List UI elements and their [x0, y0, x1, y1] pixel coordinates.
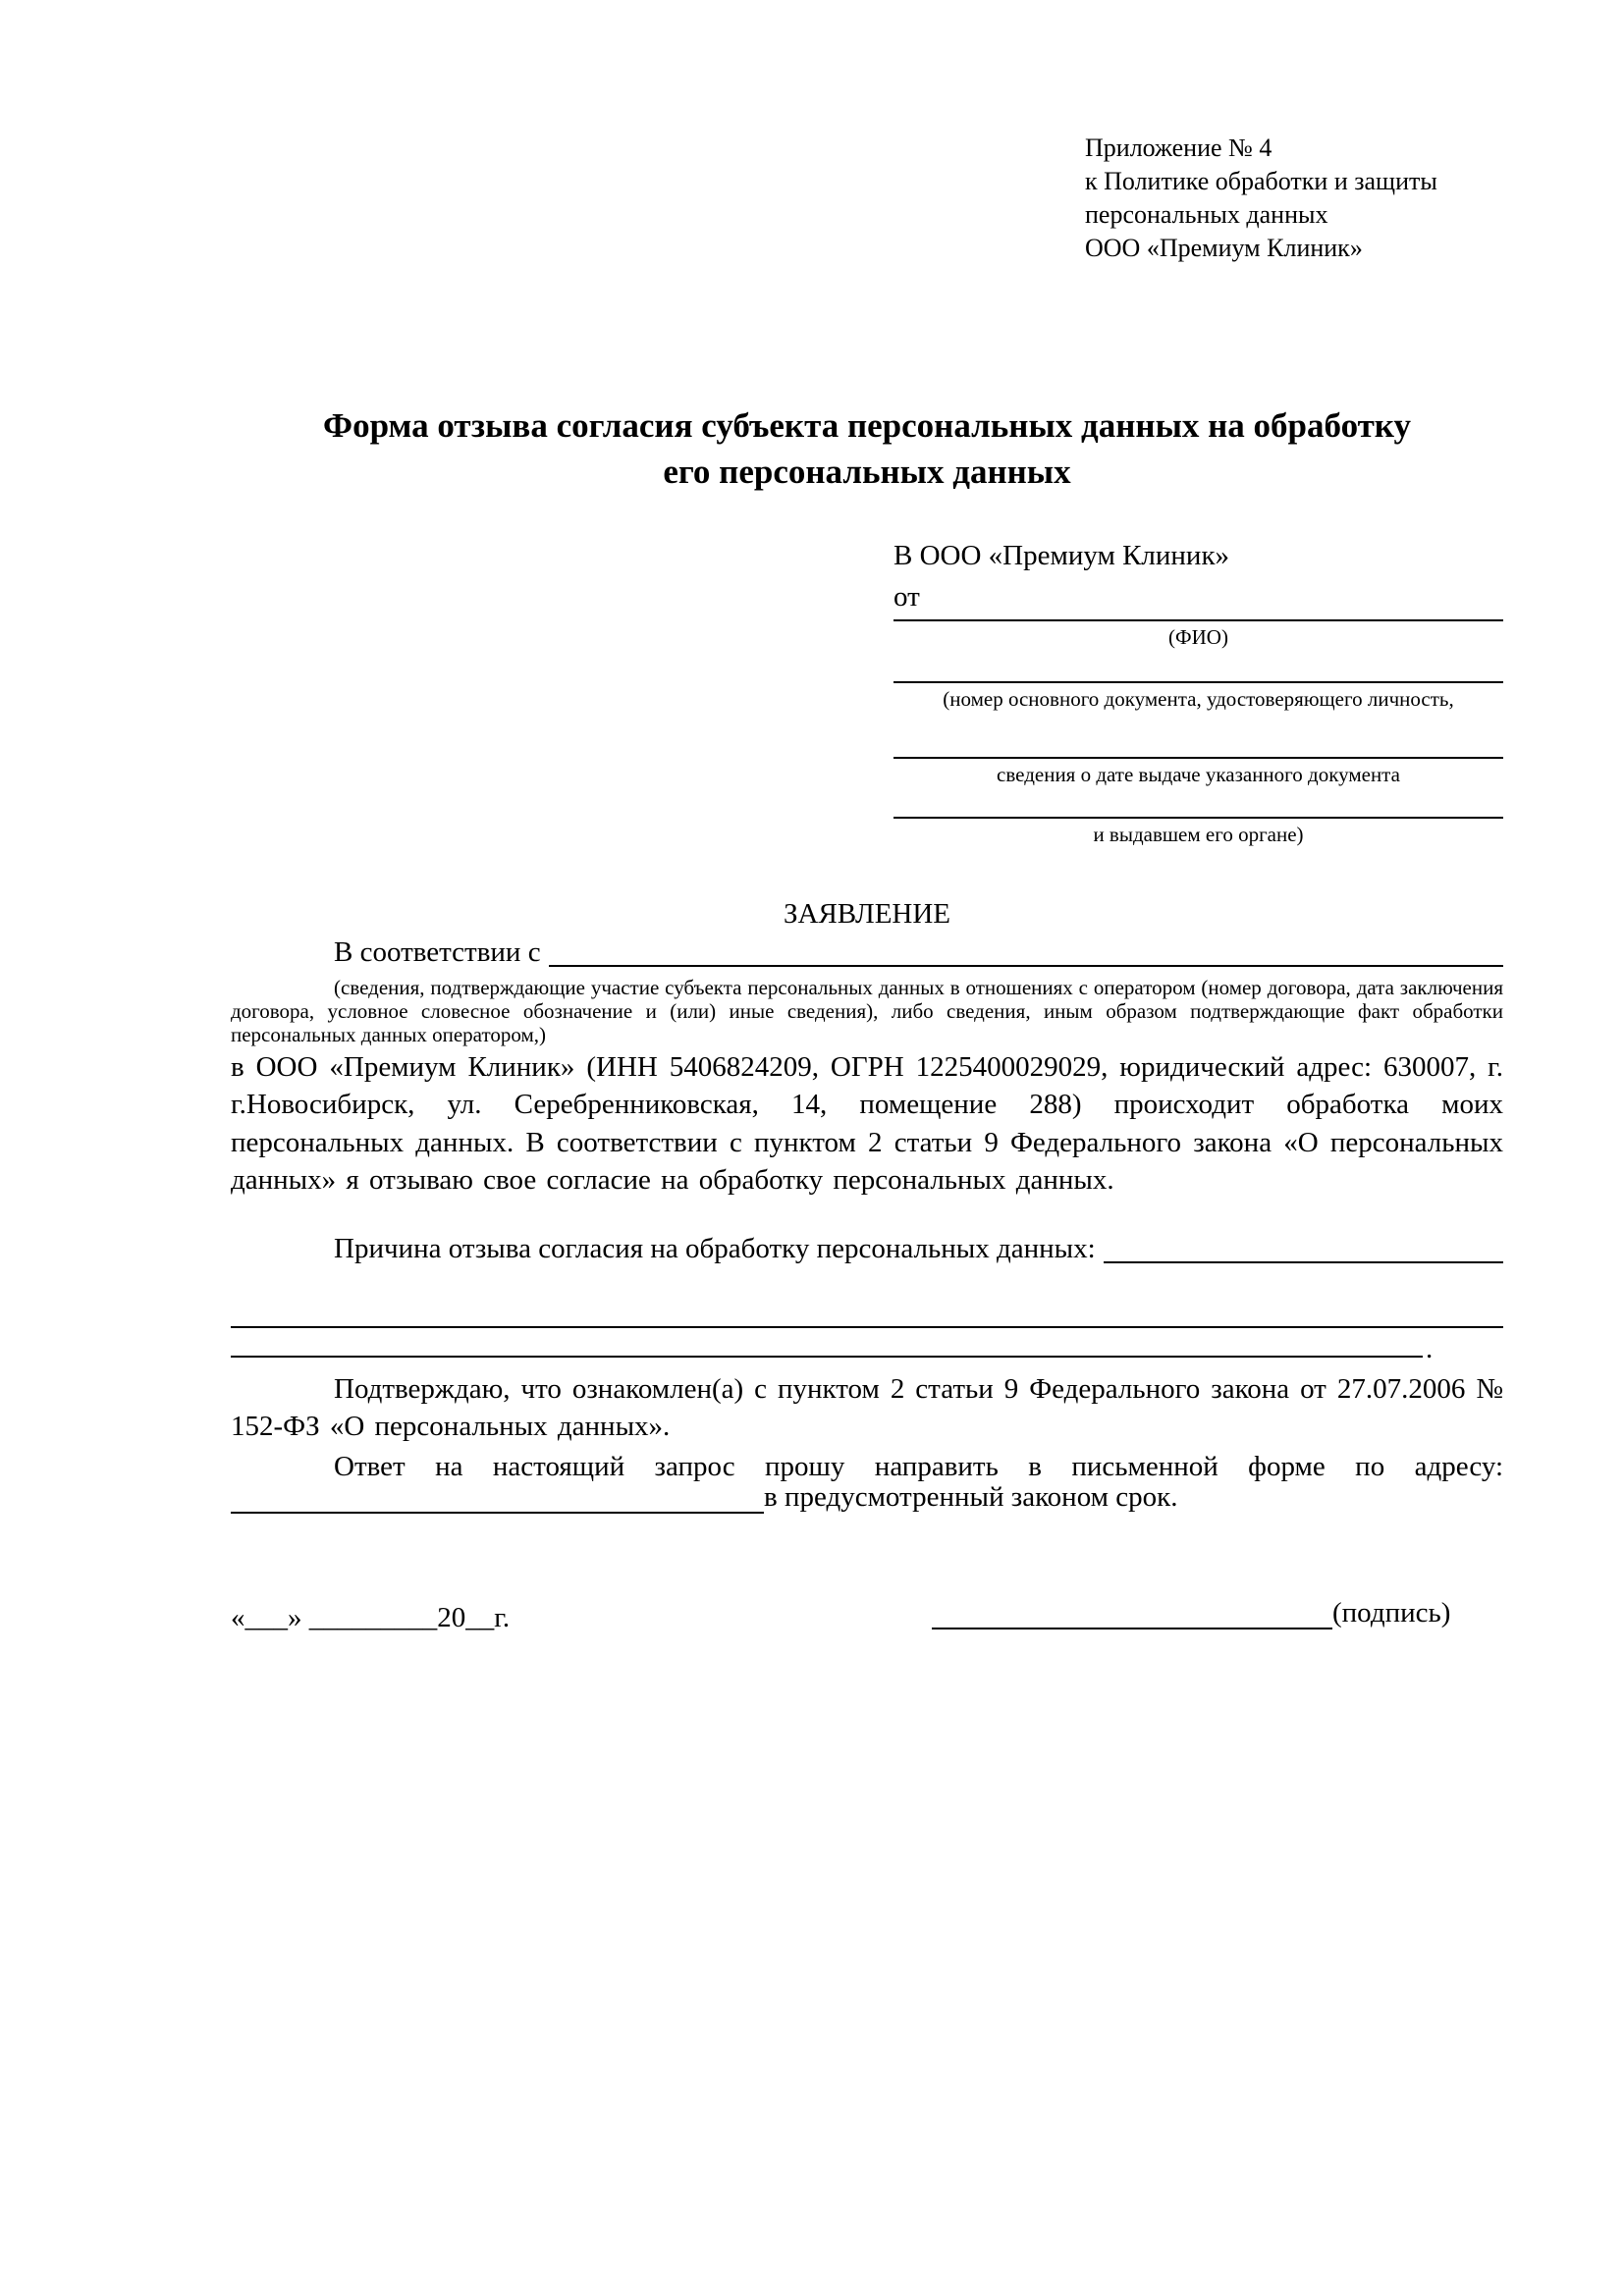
passport-number-blank-line — [893, 681, 1503, 683]
appendix-header-line: к Политике обработки и защиты — [1085, 167, 1437, 195]
signature-caption: (подпись) — [1332, 1597, 1451, 1629]
accordance-row — [231, 936, 1503, 972]
appendix-header-line: ООО «Премиум Клиник» — [1085, 234, 1363, 262]
reply-address-row — [231, 1482, 1503, 1514]
reply-request-line: Ответ на настоящий запрос прошу направить в письменной форме по адресу: — [334, 1451, 1503, 1482]
sender-label: от — [893, 581, 920, 613]
reason-blank-line — [1104, 1233, 1503, 1263]
accordance-lead: В соответствии с — [334, 936, 541, 968]
statement-heading: ЗАЯВЛЕНИЕ — [783, 898, 951, 930]
reason-end-period: . — [1426, 1333, 1434, 1364]
recipient-line: В ООО «Премиум Клиник» — [893, 540, 1230, 571]
statement-body: в ООО «Премиум Клиник» (ИНН 5406824209, ОГРН 1225400029029, юридический адрес: 630007, г. г.Новосибирск, ул. Серебренниковская, 14, помещение 288) происходит обработка моих персональных данных. В соответствии с пунктом 2 статьи 9 Федерального закона «О персональных данных» я отзываю свое согласие на обработку персональных данных. — [231, 1051, 1503, 1197]
document-title — [231, 402, 1503, 495]
reply-suffix: в предусмотренный законом срок. — [764, 1481, 1178, 1513]
signature-row — [932, 1598, 1450, 1629]
accordance-blank-line — [549, 936, 1503, 967]
passport-number-caption: (номер основного документа, удостоверяющего личность, — [943, 687, 1454, 711]
appendix-header-line: персональных данных — [1085, 200, 1328, 229]
confirmation-paragraph: Подтверждаю, что ознакомлен(а) с пунктом 2 статьи 9 Федерального закона от 27.07.2006 № 152-ФЗ «О персональных данных». — [231, 1373, 1503, 1443]
reason-blank-row-1 — [231, 1326, 1503, 1328]
fio-blank-line — [893, 619, 1503, 621]
document-title-line2: его персональных данных — [663, 453, 1071, 491]
reason-row — [231, 1233, 1503, 1268]
issuer-blank-line — [893, 817, 1503, 819]
document-title-line1: Форма отзыва согласия субъекта персональных данных на обработку — [323, 406, 1411, 445]
appendix-header-line: Приложение № 4 — [1085, 133, 1272, 162]
accordance-footnote: (сведения, подтверждающие участие субъекта персональных данных в отношениях с оператором (номер договора, дата заключения договора, условное словесное обозначение и (или) иные сведения), либо сведения, иным образом подтверждающие факт обработки персональных данных оператором,) — [231, 976, 1503, 1046]
date-field: «___» _________20__г. — [231, 1602, 511, 1633]
issue-date-blank-line — [893, 757, 1503, 759]
signature-blank-line — [932, 1598, 1332, 1629]
reason-label: Причина отзыва согласия на обработку персональных данных: — [334, 1233, 1096, 1264]
reason-blank-row-2 — [231, 1356, 1423, 1358]
fio-caption: (ФИО) — [1168, 625, 1228, 649]
issuer-caption: и выдавшем его органе) — [1093, 823, 1304, 846]
reply-address-blank-line — [231, 1482, 764, 1514]
appendix-header — [1085, 132, 1437, 265]
issue-date-caption: сведения о дате выдаче указанного документа — [997, 763, 1400, 786]
